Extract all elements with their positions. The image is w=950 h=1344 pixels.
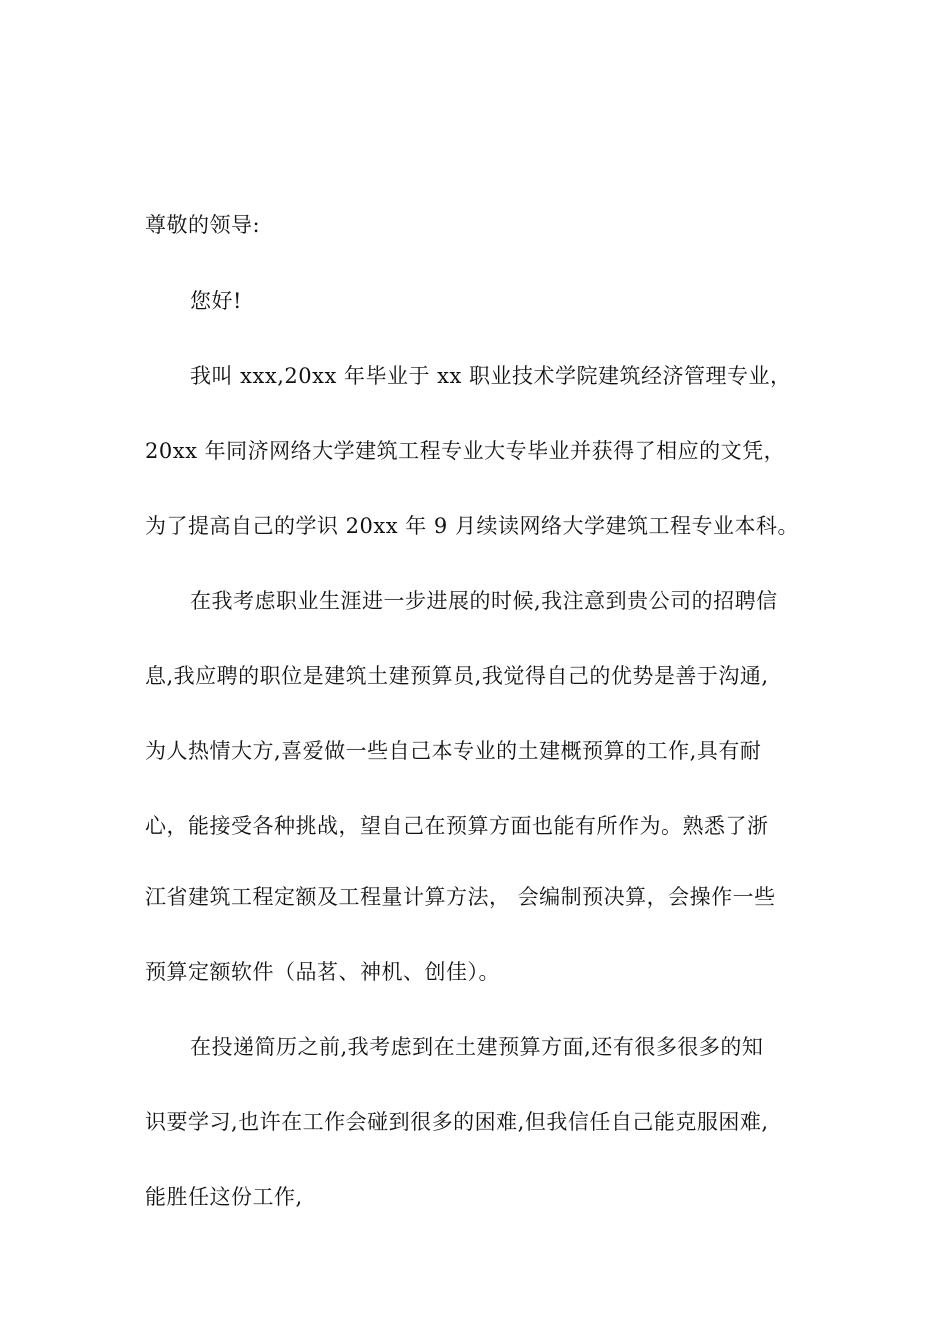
paragraph-line: 为人热情大方,喜爱做一些自己本专业的土建概预算的工作,具有耐 [145, 739, 762, 763]
greeting: 您好! [190, 289, 242, 313]
paragraph-line: 在投递简历之前,我考虑到在土建预算方面,还有很多很多的知 [190, 1035, 764, 1059]
paragraph-line: 我叫 xxx,20xx 年毕业于 xx 职业技术学院建筑经济管理专业， [190, 364, 792, 388]
paragraph-line: 江省建筑工程定额及工程量计算方法， 会编制预决算，会操作一些 [145, 885, 776, 909]
paragraph-line: 预算定额软件（品茗、神机、创佳）。 [145, 960, 500, 984]
paragraph-line: 20xx 年同济网络大学建筑工程专业大专毕业并获得了相应的文凭， [145, 439, 786, 463]
salutation: 尊敬的领导: [145, 213, 261, 237]
paragraph-line: 为了提高自己的学识 20xx 年 9 月续读网络大学建筑工程专业本科。 [145, 514, 799, 538]
paragraph-line: 识要学习,也许在工作会碰到很多的困难,但我信任自己能克服困难, [145, 1110, 769, 1134]
paragraph-line: 心，能接受各种挑战，望自己在预算方面也能有所作为。熟悉了浙 [145, 814, 769, 838]
paragraph-line: 能胜任这份工作, [145, 1185, 303, 1209]
paragraph-line: 息,我应聘的职位是建筑土建预算员,我觉得自己的优势是善于沟通, [145, 664, 769, 688]
paragraph-line: 在我考虑职业生涯进一步进展的时候,我注意到贵公司的招聘信 [190, 589, 778, 613]
